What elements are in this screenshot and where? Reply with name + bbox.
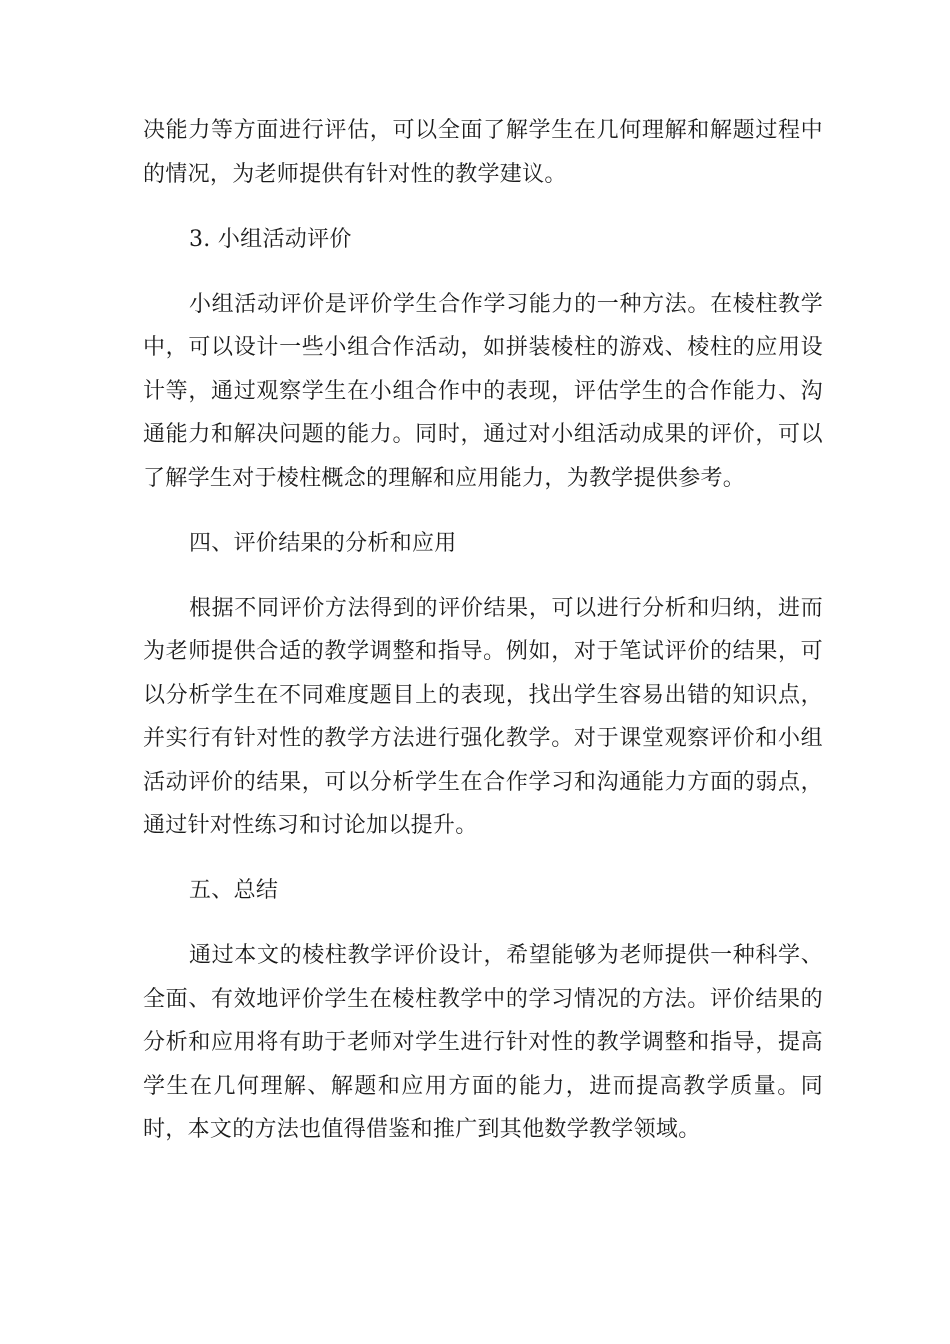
document-body	[143, 109, 823, 1173]
continued-paragraph: 决能力等方面进行评估，可以全面了解学生在几何理解和解题过程中的情况，为老师提供有针对性的教学建议。	[143, 118, 823, 187]
section-3-heading: 3. 小组活动评价	[189, 226, 352, 252]
section-5-heading: 五、总结	[189, 878, 279, 903]
section-3-paragraph: 小组活动评价是评价学生合作学习能力的一种方法。在棱柱教学中，可以设计一些小组合作活动，如拼装棱柱的游戏、棱柱的应用设计等，通过观察学生在小组合作中的表现，评估学生的合作能力、沟通能力和解决问题的能力。同时，通过对小组活动成果的评价，可以了解学生对于棱柱概念的理解和应用能力，为教学提供参考。	[143, 291, 823, 491]
section-5-paragraph: 通过本文的棱柱教学评价设计，希望能够为老师提供一种科学、全面、有效地评价学生在棱柱教学中的学习情况的方法。评价结果的分析和应用将有助于老师对学生进行针对性的教学调整和指导，提高学生在几何理解、解题和应用方面的能力，进而提高教学质量。同时，本文的方法也值得借鉴和推广到其他数学教学领域。	[143, 943, 823, 1142]
section-4-heading: 四、评价结果的分析和应用	[189, 530, 457, 556]
section-4-paragraph: 根据不同评价方法得到的评价结果，可以进行分析和归纳，进而为老师提供合适的教学调整和指导。例如，对于笔试评价的结果，可以分析学生在不同难度题目上的表现，找出学生容易出错的知识点，并实行有针对性的教学方法进行强化教学。对于课堂观察评价和小组活动评价的结果，可以分析学生在合作学习和沟通能力方面的弱点，通过针对性练习和讨论加以提升。	[143, 595, 823, 838]
